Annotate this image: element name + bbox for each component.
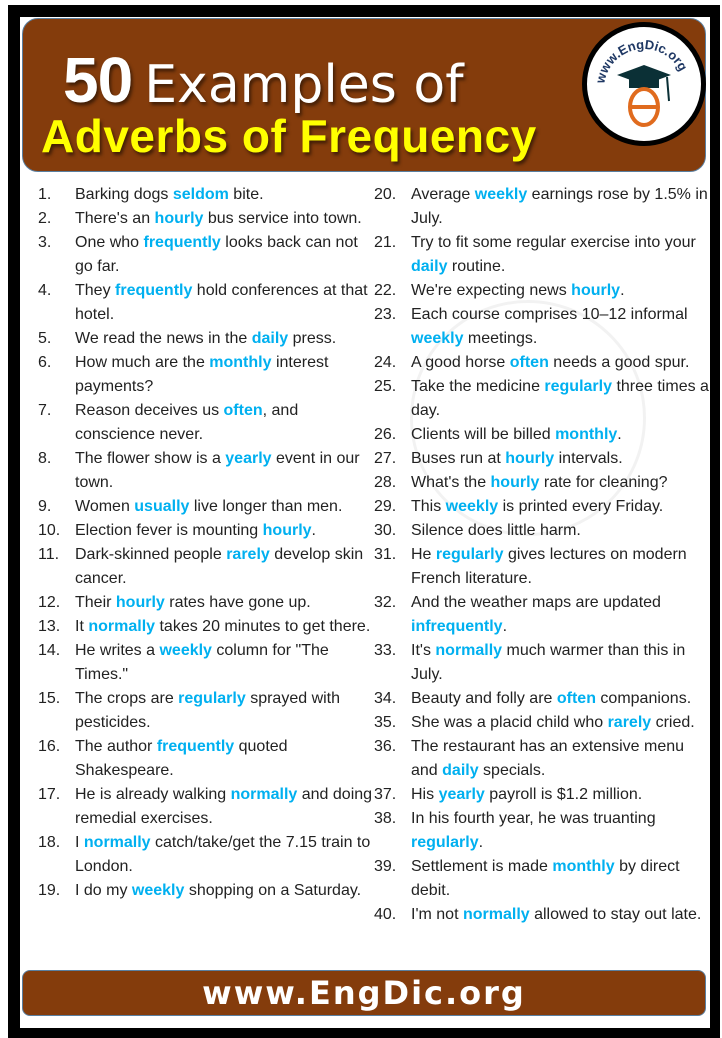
adverb-highlight: often xyxy=(556,690,596,707)
item-sentence xyxy=(75,183,375,207)
sentence-text: What's the xyxy=(411,474,491,491)
sentence-text: much warmer than this in July. xyxy=(411,642,686,683)
item-number: 9. xyxy=(38,498,52,515)
sentence-text: Clients will be billed xyxy=(411,426,556,443)
item-number: 10. xyxy=(38,522,61,539)
list-item xyxy=(38,783,378,831)
item-number: 5. xyxy=(38,330,52,347)
sentence-text: allowed to stay out late. xyxy=(529,906,702,923)
item-sentence xyxy=(411,591,709,639)
adverb-highlight: weekly xyxy=(445,498,499,515)
list-item xyxy=(38,639,378,687)
item-number: 8. xyxy=(38,450,52,467)
list-item xyxy=(374,471,714,495)
sentence-text: His xyxy=(411,786,439,803)
sentence-text: It's xyxy=(411,642,436,659)
list-item xyxy=(374,687,714,711)
footer-url: www.EngDic.org xyxy=(22,970,706,1016)
list-item xyxy=(38,327,378,351)
item-sentence xyxy=(75,231,375,279)
item-sentence xyxy=(75,831,375,879)
adverb-highlight: hourly xyxy=(505,450,555,467)
sentence-text: Each course comprises 10–12 informal xyxy=(411,306,688,323)
list-item xyxy=(374,351,714,375)
list-item xyxy=(38,879,378,903)
item-number: 20. xyxy=(374,186,397,203)
item-sentence xyxy=(411,543,709,591)
sentence-text: And the weather maps are updated xyxy=(411,594,661,611)
item-sentence xyxy=(411,639,709,687)
list-item xyxy=(374,543,714,591)
sentence-text: Buses run at xyxy=(411,450,506,467)
list-item xyxy=(38,447,378,495)
adverb-highlight: yearly xyxy=(438,786,485,803)
item-sentence xyxy=(411,903,709,927)
item-number: 34. xyxy=(374,690,397,707)
adverb-highlight: monthly xyxy=(555,426,618,443)
list-item xyxy=(38,279,378,327)
sentence-text: rates have gone up. xyxy=(164,594,311,611)
sentence-text: press. xyxy=(288,330,337,347)
examples-list-left xyxy=(38,183,378,903)
adverb-highlight: hourly xyxy=(490,474,540,491)
adverb-highlight: yearly xyxy=(225,450,272,467)
sentence-text: column for "The Times." xyxy=(75,642,329,683)
item-number: 1. xyxy=(38,186,52,203)
item-number: 26. xyxy=(374,426,397,443)
sentence-text: I'm not xyxy=(411,906,463,923)
item-sentence xyxy=(411,351,709,375)
list-item xyxy=(374,735,714,783)
list-item xyxy=(38,687,378,735)
adverb-highlight: frequently xyxy=(156,738,235,755)
adverb-highlight: rarely xyxy=(607,714,652,731)
item-number: 24. xyxy=(374,354,397,371)
item-number: 22. xyxy=(374,282,397,299)
sentence-text: Beauty and folly are xyxy=(411,690,557,707)
list-item xyxy=(38,543,378,591)
item-number: 11. xyxy=(38,546,60,563)
list-item xyxy=(374,711,714,735)
item-sentence xyxy=(75,615,375,639)
sentence-text: . xyxy=(502,618,508,635)
item-sentence xyxy=(75,639,375,687)
item-sentence xyxy=(411,183,709,231)
item-sentence xyxy=(75,591,375,615)
sentence-text: live longer than men. xyxy=(189,498,343,515)
sentence-text: catch/take/get the 7.15 train to London. xyxy=(75,834,371,875)
adverb-highlight: weekly xyxy=(411,330,464,347)
sentence-text: Election fever is mounting xyxy=(75,522,263,539)
examples-list-right xyxy=(374,183,714,927)
list-item xyxy=(374,807,714,855)
adverb-highlight: regularly xyxy=(411,834,479,851)
sentence-text: interest payments? xyxy=(75,354,329,395)
sentence-text: . xyxy=(311,522,316,539)
item-number: 27. xyxy=(374,450,397,467)
item-number: 35. xyxy=(374,714,397,731)
adverb-highlight: normally xyxy=(88,618,156,635)
item-sentence xyxy=(411,495,709,519)
sentence-text: three times a day. xyxy=(411,378,709,419)
sentence-text: In his fourth year, he was truanting xyxy=(411,810,656,827)
list-item xyxy=(38,615,378,639)
sentence-text: takes 20 minutes to get there. xyxy=(155,618,371,635)
sentence-text: is printed every Friday. xyxy=(498,498,664,515)
sentence-text: I xyxy=(75,834,84,851)
sentence-text: event in our town. xyxy=(75,450,360,491)
list-item xyxy=(374,447,714,471)
item-number: 21. xyxy=(374,234,397,251)
adverb-highlight: weekly xyxy=(474,186,528,203)
list-item xyxy=(38,231,378,279)
sentence-text: quoted Shakespeare. xyxy=(75,738,288,779)
item-number: 36. xyxy=(374,738,397,755)
item-sentence xyxy=(75,519,375,543)
sentence-text: Dark-skinned people xyxy=(75,546,227,563)
item-number: 33. xyxy=(374,642,397,659)
list-item xyxy=(374,519,714,543)
list-item xyxy=(374,303,714,351)
sentence-text: Try to fit some regular exercise into your xyxy=(411,234,696,251)
adverb-highlight: normally xyxy=(462,906,530,923)
list-item xyxy=(374,855,714,903)
item-number: 25. xyxy=(374,378,397,395)
item-sentence xyxy=(411,687,709,711)
sentence-text: hold conferences at that hotel. xyxy=(75,282,368,323)
item-number: 40. xyxy=(374,906,397,923)
adverb-highlight: often xyxy=(223,402,263,419)
sentence-text: develop skin cancer. xyxy=(75,546,364,587)
sentence-text: . xyxy=(478,834,484,851)
adverb-highlight: daily xyxy=(411,258,448,275)
item-number: 17. xyxy=(38,786,61,803)
sentence-text: . xyxy=(617,426,622,443)
item-sentence xyxy=(411,783,709,807)
sentence-text: The restaurant has an extensive menu and xyxy=(411,738,685,779)
svg-text:www.EngDic.org: www.EngDic.org xyxy=(592,36,691,85)
sentence-text: A good horse xyxy=(411,354,510,371)
sentence-text: Their xyxy=(75,594,116,611)
item-number: 23. xyxy=(374,306,397,323)
sentence-text: The flower show is a xyxy=(75,450,226,467)
sentence-text: She was a placid child who xyxy=(411,714,608,731)
adverb-highlight: seldom xyxy=(172,186,229,203)
sentence-text: Take the medicine xyxy=(411,378,545,395)
sentence-text: This xyxy=(411,498,446,515)
sentence-text: needs a good spur. xyxy=(548,354,690,371)
item-sentence xyxy=(411,231,709,279)
adverb-highlight: infrequently xyxy=(411,618,503,635)
page-title xyxy=(63,43,464,117)
item-number: 16. xyxy=(38,738,61,755)
engdic-logo xyxy=(582,22,706,146)
item-number: 2. xyxy=(38,210,52,227)
item-sentence xyxy=(411,735,709,783)
list-item xyxy=(374,591,714,639)
sentence-text: specials. xyxy=(478,762,546,779)
sentence-text: He writes a xyxy=(75,642,160,659)
sentence-text: He is already walking xyxy=(75,786,231,803)
list-item xyxy=(38,351,378,399)
item-sentence xyxy=(75,447,375,495)
sentence-text: How much are the xyxy=(75,354,210,371)
adverb-highlight: regularly xyxy=(178,690,246,707)
adverb-highlight: usually xyxy=(134,498,190,515)
sentence-text: bus service into town. xyxy=(203,210,362,227)
item-sentence xyxy=(75,207,375,231)
item-number: 3. xyxy=(38,234,52,251)
sentence-text: The author xyxy=(75,738,157,755)
adverb-highlight: hourly xyxy=(154,210,204,227)
adverb-highlight: monthly xyxy=(209,354,272,371)
adverb-highlight: hourly xyxy=(115,594,165,611)
item-sentence xyxy=(75,327,375,351)
list-item xyxy=(38,831,378,879)
item-sentence xyxy=(411,447,709,471)
item-number: 12. xyxy=(38,594,61,611)
item-sentence xyxy=(75,735,375,783)
sentence-text: He xyxy=(411,546,436,563)
list-item xyxy=(374,639,714,687)
sentence-text: There's an xyxy=(75,210,155,227)
sentence-text: intervals. xyxy=(554,450,623,467)
sentence-text: The crops are xyxy=(75,690,179,707)
sentence-text: sprayed with pesticides. xyxy=(75,690,341,731)
sentence-text: bite. xyxy=(228,186,264,203)
item-number: 7. xyxy=(38,402,52,419)
graduation-cap-logo-icon xyxy=(587,27,701,141)
sentence-text: companions. xyxy=(595,690,692,707)
list-item xyxy=(38,591,378,615)
list-item xyxy=(374,423,714,447)
adverb-highlight: normally xyxy=(83,834,151,851)
sentence-text: Reason deceives us xyxy=(75,402,224,419)
sentence-text: earnings rose by 1.5% in July. xyxy=(411,186,708,227)
item-number: 19. xyxy=(38,882,61,899)
adverb-highlight: frequently xyxy=(143,234,221,251)
item-sentence xyxy=(75,351,375,399)
sentence-text: It xyxy=(75,618,89,635)
sentence-text: meetings. xyxy=(463,330,538,347)
item-sentence xyxy=(411,855,709,903)
item-number: 39. xyxy=(374,858,397,875)
sentence-text: payroll is $1.2 million. xyxy=(484,786,643,803)
item-number: 30. xyxy=(374,522,397,539)
item-number: 31. xyxy=(374,546,397,563)
item-number: 15. xyxy=(38,690,61,707)
item-sentence xyxy=(75,279,375,327)
item-number: 13. xyxy=(38,618,61,635)
adverb-highlight: daily xyxy=(251,330,289,347)
list-item xyxy=(374,183,714,231)
sentence-text: Average xyxy=(411,186,475,203)
sentence-text: Barking dogs xyxy=(75,186,173,203)
item-sentence xyxy=(411,279,709,303)
list-item xyxy=(38,495,378,519)
sentence-text: We read the news in the xyxy=(75,330,252,347)
item-sentence xyxy=(411,519,709,543)
item-number: 37. xyxy=(374,786,397,803)
list-item xyxy=(374,279,714,303)
list-item xyxy=(374,375,714,423)
sentence-text: cried. xyxy=(651,714,695,731)
sentence-text: routine. xyxy=(447,258,506,275)
adverb-highlight: hourly xyxy=(571,282,621,299)
item-sentence xyxy=(411,303,709,351)
item-number: 6. xyxy=(38,354,52,371)
sentence-text: by direct debit. xyxy=(411,858,680,899)
list-item xyxy=(38,399,378,447)
item-sentence xyxy=(75,687,375,735)
list-item xyxy=(38,207,378,231)
adverb-highlight: hourly xyxy=(262,522,312,539)
item-sentence xyxy=(75,543,375,591)
item-sentence xyxy=(75,399,375,447)
sentence-text: One who xyxy=(75,234,144,251)
sentence-text: , and conscience never. xyxy=(75,402,299,443)
item-sentence xyxy=(75,495,375,519)
list-item xyxy=(374,783,714,807)
item-sentence xyxy=(75,879,375,903)
list-item xyxy=(374,903,714,927)
list-item xyxy=(38,519,378,543)
sentence-text: Women xyxy=(75,498,135,515)
adverb-highlight: normally xyxy=(435,642,503,659)
item-sentence xyxy=(411,471,709,495)
title-number: 50 xyxy=(63,44,133,116)
title-text: Examples of xyxy=(144,55,464,115)
item-sentence xyxy=(411,423,709,447)
item-number: 14. xyxy=(38,642,61,659)
sentence-text: I do my xyxy=(75,882,132,899)
item-sentence xyxy=(411,711,709,735)
adverb-highlight: normally xyxy=(230,786,298,803)
adverb-highlight: regularly xyxy=(544,378,612,395)
adverb-highlight: weekly xyxy=(159,642,212,659)
sentence-text: Settlement is made xyxy=(411,858,553,875)
item-sentence xyxy=(75,783,375,831)
adverb-highlight: weekly xyxy=(131,882,185,899)
sentence-text: and doing remedial exercises. xyxy=(75,786,373,827)
item-number: 18. xyxy=(38,834,61,851)
adverb-highlight: frequently xyxy=(115,282,193,299)
item-number: 4. xyxy=(38,282,52,299)
item-number: 28. xyxy=(374,474,397,491)
adverb-highlight: regularly xyxy=(435,546,504,563)
list-item xyxy=(374,231,714,279)
sentence-text: looks back can not go far. xyxy=(75,234,358,275)
item-number: 32. xyxy=(374,594,397,611)
sentence-text: rate for cleaning? xyxy=(539,474,668,491)
adverb-highlight: monthly xyxy=(552,858,615,875)
item-number: 29. xyxy=(374,498,397,515)
sentence-text: They xyxy=(75,282,116,299)
list-item xyxy=(38,735,378,783)
list-item xyxy=(374,495,714,519)
sentence-text: . xyxy=(620,282,625,299)
sentence-text: Silence does little harm. xyxy=(411,522,581,539)
page-subtitle: Adverbs of Frequency xyxy=(41,110,537,162)
sentence-text: shopping on a Saturday. xyxy=(184,882,362,899)
item-sentence xyxy=(411,375,709,423)
sentence-text: We're expecting news xyxy=(411,282,572,299)
item-sentence xyxy=(411,807,709,855)
adverb-highlight: rarely xyxy=(226,546,270,563)
sentence-text: gives lectures on modern French literature. xyxy=(411,546,687,587)
item-number: 38. xyxy=(374,810,397,827)
list-item xyxy=(38,183,378,207)
adverb-highlight: often xyxy=(509,354,549,371)
adverb-highlight: daily xyxy=(442,762,479,779)
